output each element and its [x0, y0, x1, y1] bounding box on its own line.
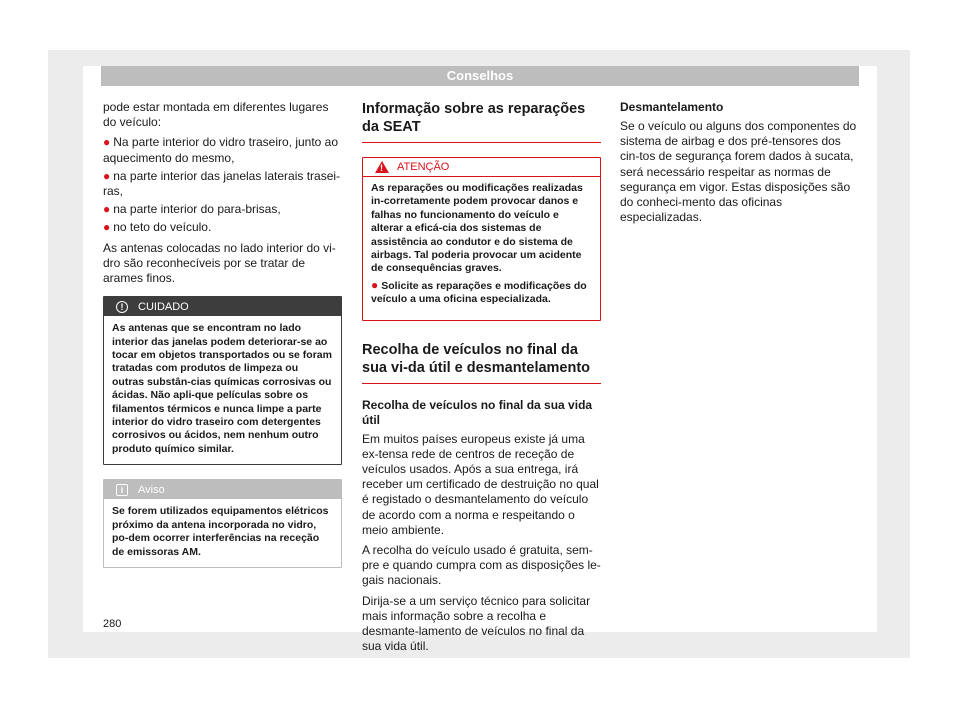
bullet-icon: ● [103, 135, 111, 150]
recycling-paragraph-3: Dirija-se a um serviço técnico para solicitar mais informação sobre a recolha e desmante-lamento de veículos no final da sua vida útil. [362, 593, 591, 654]
info-title: Aviso [138, 483, 165, 496]
caution-title: CUIDADO [138, 300, 189, 313]
antenna-location-list [103, 135, 342, 235]
list-item: ● na parte interior das janelas laterais trasei-ras, [103, 168, 341, 199]
list-item: ● Na parte interior do vidro traseiro, junto ao aquecimento do mesmo, [103, 135, 339, 165]
list-item: ● na parte interior do para-brisas, [103, 202, 281, 217]
info-icon: i [116, 484, 128, 496]
warning-text: As reparações ou modificações realizadas in-corretamente podem provocar danos e falhas no funcionamento do veículo e alterar a eficá-cia dos sistemas de assistência ao condutor e do sistema de airbags. Tal poderia provocar um acidente de consequências graves. [371, 182, 583, 275]
recycling-paragraph-1: Em muitos países europeus existe já uma ex-tensa rede de centros de receção de veículos usados. Após a sua entrega, irá receber um certificado de destruição no qual é registado o desmantelamento do veículo de acordo com a norma e respeitando o meio ambiente. [362, 431, 599, 537]
page-header: Conselhos [101, 66, 859, 86]
recycling-paragraph-2: A recolha do veículo usado é gratuita, sem-pre e quando cumpra com as disposições le-gais nacionais. [362, 543, 601, 588]
intro-text: pode estar montada em diferentes lugares do veículo: [103, 100, 329, 130]
bullet-icon: ● [103, 220, 111, 235]
caution-box [103, 296, 342, 465]
page-number: 280 [103, 618, 122, 630]
caution-text: As antenas que se encontram no lado interior das janelas podem deteriorar-se ao tocar em objetos transportados ou se foram tratadas com produtos de limpeza ou outras substân-cias químicas corrosivas ou ácidas. Não apli-que películas sobre os filamentos térmicos e nunca limpe a parte interior do vidro traseiro com detergentes corrosivos ou ácidos, nem nenhum outro produto químico similar. [112, 322, 332, 455]
sub-heading-recycling: Recolha de veículos no final da sua vida útil [362, 397, 593, 427]
column-right [620, 100, 859, 230]
dismantling-paragraph: Se o veículo ou alguns dos componentes do sistema de airbag e dos pré-tensores dos cin-tos de segurança forem dados à sucata, será necessário respeitar as normas de segurança em vigor. Estas disposições são do conheci-mento das oficinas especializadas. [620, 119, 857, 225]
info-box [103, 479, 342, 568]
antenna-paragraph: As antenas colocadas no lado interior do vi-dro são reconhecíveis por se tratar de arames finos. [103, 240, 336, 286]
column-left [103, 100, 342, 582]
warning-title: ATENÇÃO [397, 161, 450, 173]
section-title-recycling: Recolha de veículos no final da sua vi-da útil e desmantelamento [362, 341, 601, 384]
list-item: ● no teto do veículo. [103, 220, 212, 235]
warning-triangle-icon: ! [375, 161, 389, 173]
dismantling-heading: Desmantelamento [620, 100, 724, 114]
list-item: ● Solicite as reparações e modificações do veículo a uma oficina especializada. [371, 277, 587, 306]
column-middle [362, 100, 601, 660]
bullet-icon: ● [371, 277, 379, 292]
warning-header [363, 158, 600, 177]
warning-box [362, 157, 601, 321]
info-header [104, 480, 341, 499]
bullet-icon: ● [103, 168, 111, 183]
warning-list [371, 279, 592, 307]
caution-header [104, 297, 341, 316]
section-title-repairs: Informação sobre as reparações da SEAT [362, 100, 601, 143]
warning-body [363, 177, 600, 320]
bullet-icon: ● [103, 202, 111, 217]
info-text: Se forem utilizados equipamentos elétricos próximo da antena incorporada no vidro, po-dem ocorrer interferências na receção de emissoras AM. [112, 505, 329, 558]
exclamation-circle-icon: ! [116, 301, 128, 313]
